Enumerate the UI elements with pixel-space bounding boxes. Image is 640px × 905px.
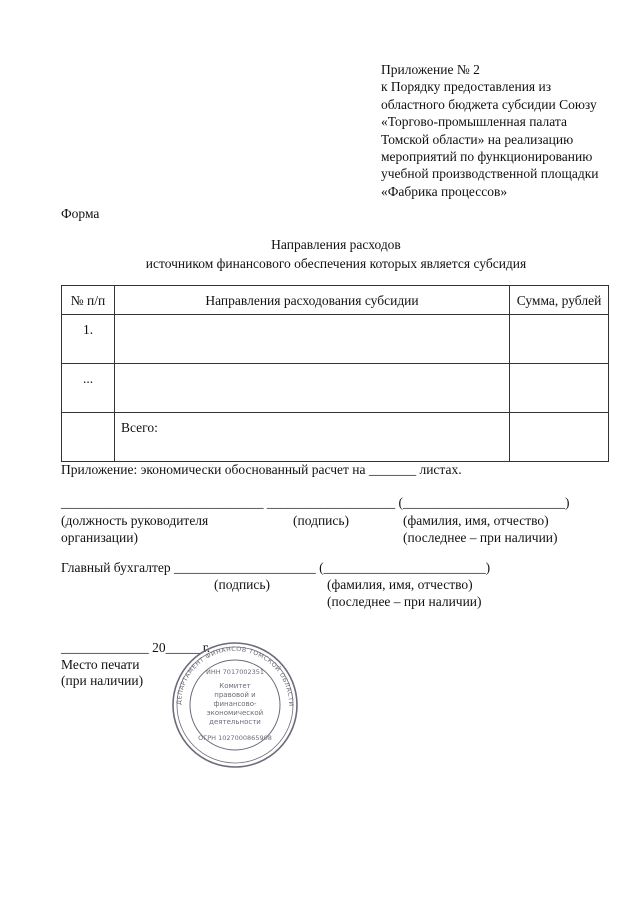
seal-center-line: Комитет bbox=[219, 682, 251, 690]
row-sum-cell bbox=[510, 315, 609, 364]
seal-center-line: деятельности bbox=[209, 718, 261, 726]
appendix-line: Приложение № 2 bbox=[381, 62, 480, 77]
appendix-line: Томской области» на реализацию bbox=[381, 131, 574, 147]
head-name-label: (фамилия, имя, отчество) bbox=[403, 513, 549, 528]
row-direction-cell bbox=[115, 364, 510, 413]
accountant-line: Главный бухгалтер _____________________ (________________________) bbox=[61, 560, 491, 575]
form-title-line-2: источником финансового обеспечения которых является субсидия bbox=[145, 256, 527, 271]
form-title-line-1: Направления расходов bbox=[271, 237, 401, 252]
appendix-line: учебной производственной площадки bbox=[381, 166, 599, 182]
appendix-header bbox=[381, 61, 599, 200]
row-number-cell bbox=[62, 413, 115, 462]
appendix-line: «Торгово-промышленная палата bbox=[381, 114, 567, 130]
table-row bbox=[62, 364, 609, 413]
stamp-place-label: Место печати bbox=[61, 657, 140, 672]
column-header-sum: Сумма, рублей bbox=[510, 286, 609, 315]
appendix-line: «Фабрика процессов» bbox=[381, 183, 508, 199]
appendix-line: областного бюджета субсидии Союзу bbox=[381, 96, 597, 112]
expense-table bbox=[61, 285, 609, 462]
seal-ogrn: ОГРН 1027000865908 bbox=[198, 734, 272, 742]
accountant-signature-label: (подпись) bbox=[214, 577, 271, 592]
position-label-cont: организации) bbox=[61, 530, 138, 545]
form-label: Форма bbox=[61, 206, 100, 221]
date-line: _____________ 20_____ г. bbox=[61, 640, 211, 655]
table-total-row bbox=[62, 413, 609, 462]
seal-inn: ИНН 7017002351 bbox=[205, 668, 265, 676]
appendix-line: мероприятий по функционированию bbox=[381, 148, 593, 164]
accountant-name-label: (фамилия, имя, отчество) bbox=[327, 577, 473, 592]
total-label-cell: Всего: bbox=[115, 413, 510, 462]
table-header-row bbox=[62, 286, 609, 315]
attachment-line: Приложение: экономически обоснованный расчет на _______ листах. bbox=[61, 462, 462, 477]
seal-outer-text: ДЕПАРТАМЕНТ ФИНАНСОВ ТОМСКОЙ ОБЛАСТИ bbox=[175, 645, 295, 707]
position-label: (должность руководителя bbox=[61, 513, 209, 528]
seal-center-line: финансово- bbox=[213, 700, 257, 708]
row-number-cell: 1. bbox=[62, 315, 115, 364]
table-row bbox=[62, 315, 609, 364]
row-number-cell: ... bbox=[62, 364, 115, 413]
appendix-line: к Порядку предоставления из bbox=[381, 79, 552, 95]
accountant-name-label-cont: (последнее – при наличии) bbox=[327, 594, 482, 609]
head-signature-label: (подпись) bbox=[293, 513, 350, 528]
head-signature-line: ______________________________ ___________________ (________________________) bbox=[61, 495, 570, 510]
row-sum-cell bbox=[510, 364, 609, 413]
total-sum-cell bbox=[510, 413, 609, 462]
stamp-place-note: (при наличии) bbox=[61, 673, 144, 688]
official-seal-stamp bbox=[170, 640, 300, 770]
row-direction-cell bbox=[115, 315, 510, 364]
column-header-number: № п/п bbox=[62, 286, 115, 315]
column-header-direction: Направления расходования субсидии bbox=[115, 286, 510, 315]
head-name-label-cont: (последнее – при наличии) bbox=[403, 530, 558, 545]
seal-center-line: экономической bbox=[206, 709, 264, 717]
seal-center-line: правовой и bbox=[214, 691, 256, 699]
